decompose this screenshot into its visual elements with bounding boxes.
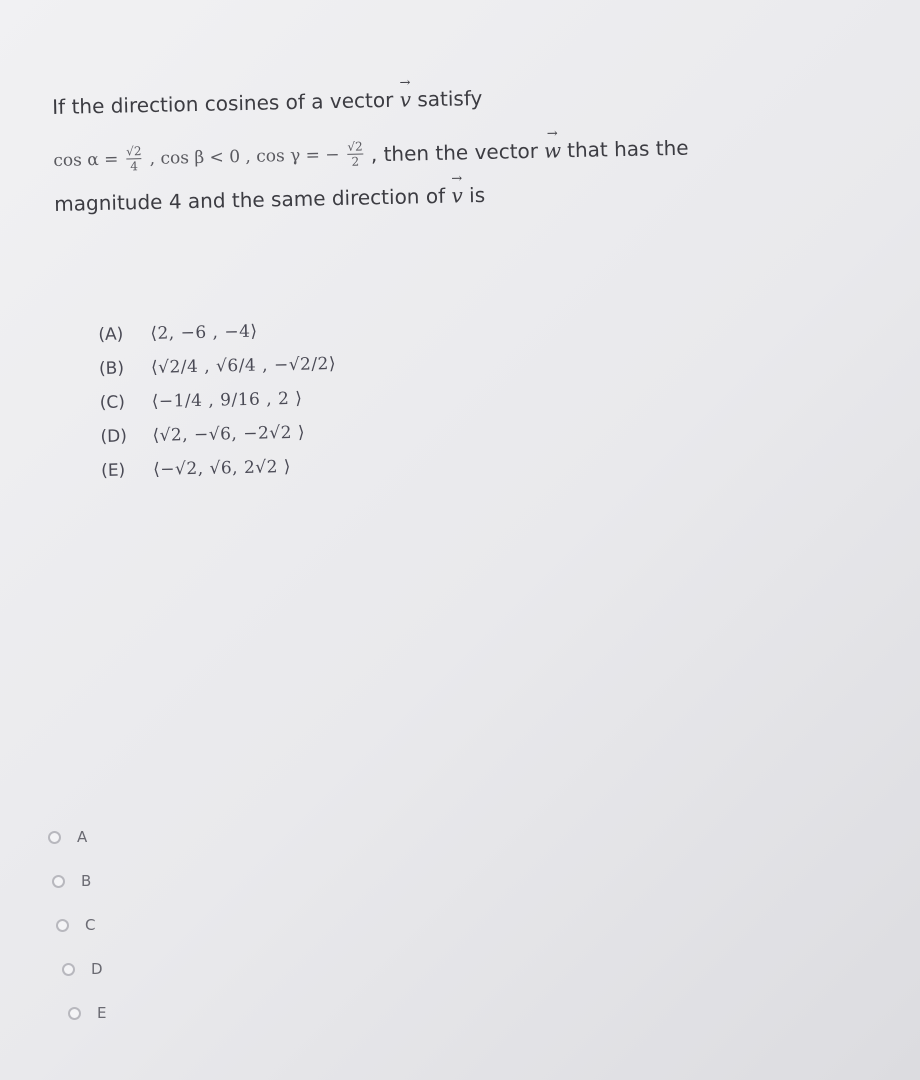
option-label: (E): [100, 460, 126, 481]
choice-label-c: C: [85, 916, 96, 934]
magnitude-text: magnitude 4 and the same direction of: [54, 183, 446, 216]
question-line-1: [52, 77, 892, 119]
choice-e[interactable]: [68, 991, 106, 1035]
choice-label-b: B: [81, 872, 92, 890]
question-line-3: [54, 174, 894, 216]
vector-v-symbol: → v: [399, 87, 411, 111]
cos-gamma-numerator: √2: [347, 139, 363, 154]
option-value: ⟨√2/4 , √6/4 , −√2/2⟩: [150, 354, 337, 378]
vector-w-symbol: → w: [544, 138, 562, 162]
radio-button-b[interactable]: [52, 875, 65, 888]
choice-label-e: E: [97, 1004, 107, 1022]
question-text: [52, 77, 894, 216]
vector-v-symbol: → v: [451, 183, 463, 207]
then-text: , then the vector: [370, 138, 539, 166]
option-value: ⟨√2, −√6, −2√2 ⟩: [152, 422, 306, 446]
answer-radio-group: [48, 815, 106, 1035]
radio-button-a[interactable]: [48, 831, 61, 844]
option-label: (D): [100, 426, 128, 447]
radio-button-e[interactable]: [68, 1007, 81, 1020]
choice-b[interactable]: [52, 859, 106, 903]
that-has-text: that has the: [566, 135, 689, 162]
option-value: ⟨2, −6 , −4⟩: [150, 321, 258, 344]
choice-label-d: D: [91, 960, 103, 978]
choice-label-a: A: [77, 828, 88, 846]
radio-button-d[interactable]: [62, 963, 75, 976]
cos-gamma-denominator: 2: [351, 154, 360, 169]
answer-options-list: [98, 311, 421, 488]
radio-button-c[interactable]: [56, 919, 69, 932]
cos-alpha-label: cos α =: [53, 149, 119, 171]
option-label: (B): [98, 358, 125, 379]
question-intro: If the direction cosines of a vector: [52, 87, 394, 119]
cos-alpha-numerator: √2: [126, 144, 142, 159]
option-label: (A): [98, 324, 124, 345]
cos-alpha-fraction: [126, 145, 142, 172]
question-satisfy: satisfy: [417, 85, 483, 112]
choice-a[interactable]: [48, 815, 106, 859]
option-value: ⟨−√2, √6, 2√2 ⟩: [152, 456, 292, 480]
option-e: [101, 447, 422, 488]
option-value: ⟨−1/4 , 9/16 , 2 ⟩: [151, 388, 303, 412]
question-line-2: [53, 129, 893, 174]
choice-c[interactable]: [56, 903, 106, 947]
choice-d[interactable]: [62, 947, 106, 991]
is-text: is: [468, 182, 486, 208]
option-label: (C): [99, 392, 126, 413]
cos-beta-gamma: , cos β < 0 , cos γ = −: [149, 144, 340, 169]
cos-alpha-denominator: 4: [130, 159, 139, 174]
cos-gamma-fraction: [347, 141, 363, 168]
